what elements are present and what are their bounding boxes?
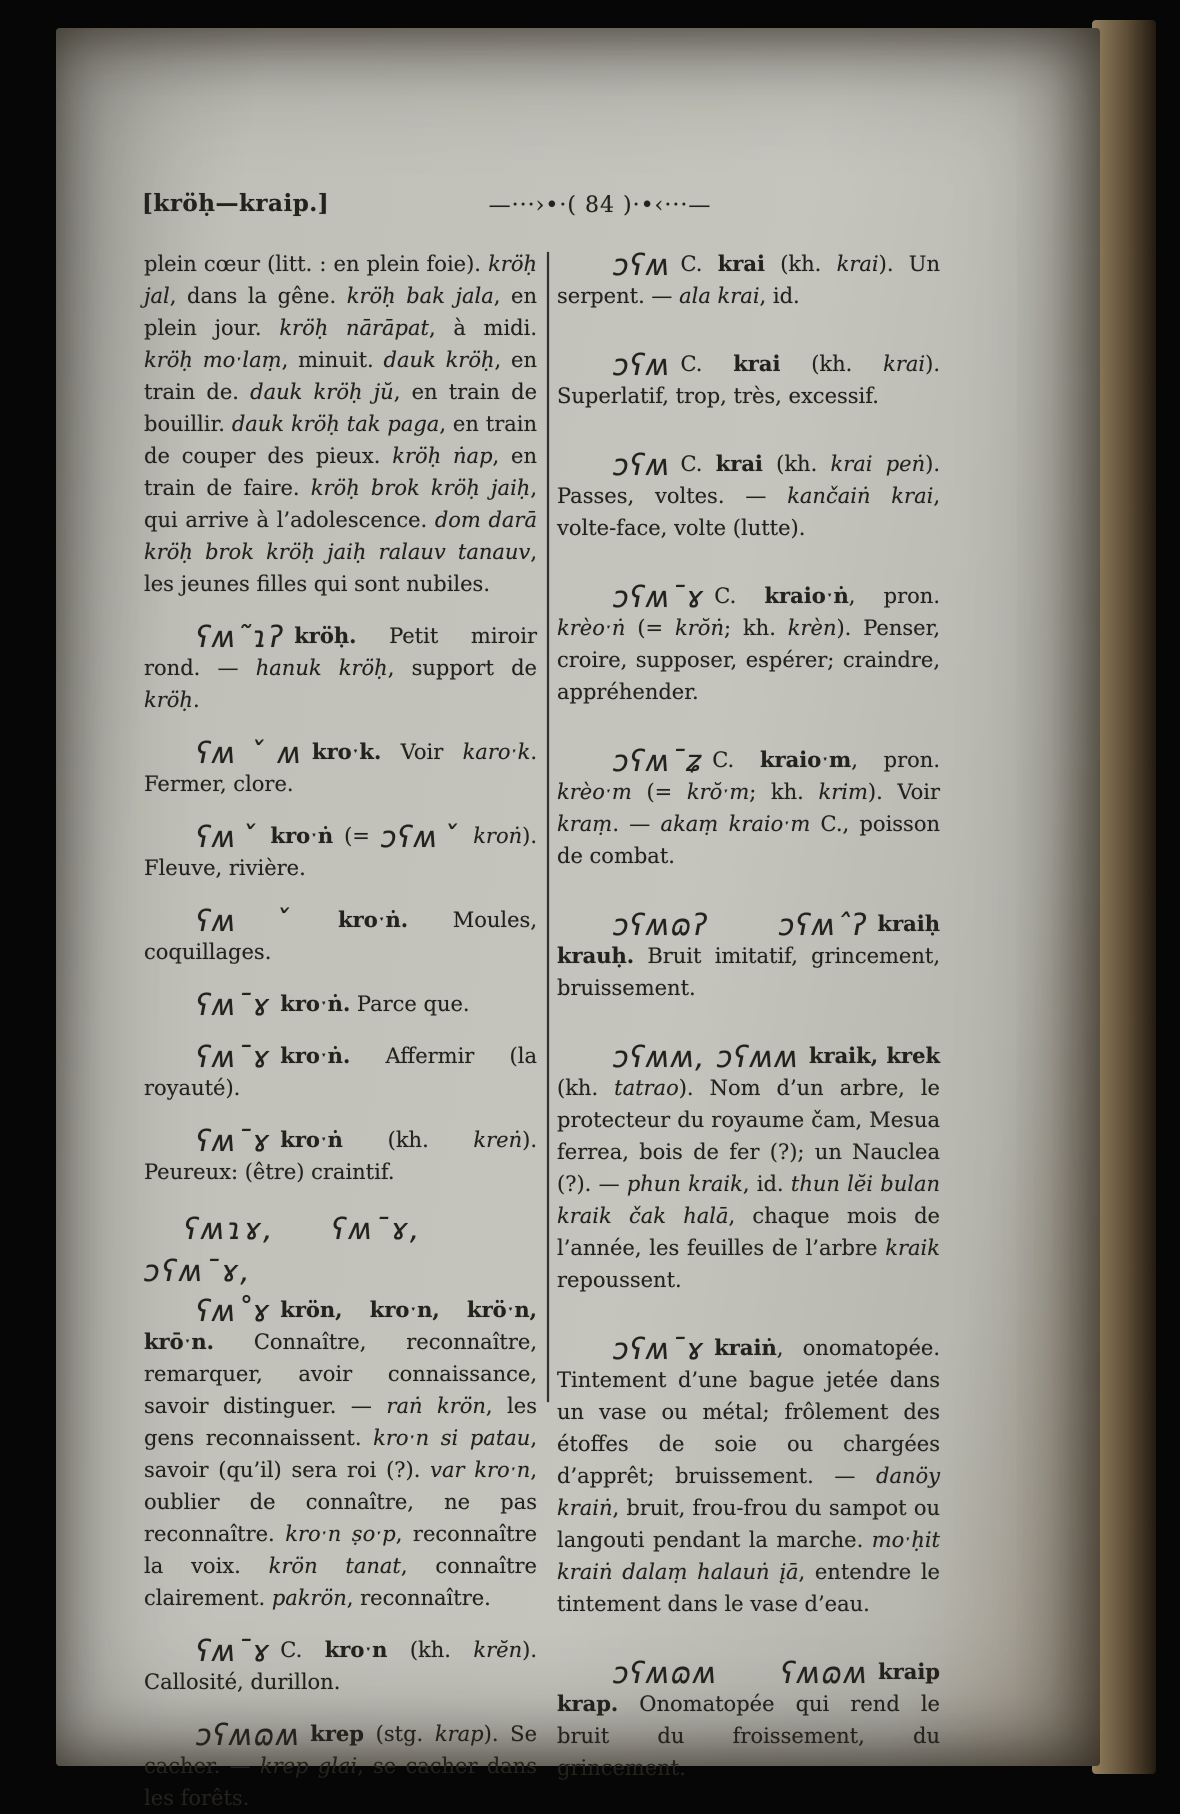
- entry-text: . —: [612, 812, 661, 836]
- entry-text: C., poisson de combat.: [557, 812, 941, 868]
- entry-text: , se cacher dans les forêts.: [144, 1754, 537, 1810]
- entry-text: , support de: [387, 656, 537, 680]
- dictionary-entry: [144, 820, 537, 884]
- entry-text: (kh.: [764, 252, 837, 276]
- entry-text: dauk kröḥ jŭ: [250, 380, 394, 404]
- entry-text: , les gens reconnaissent.: [144, 1394, 537, 1450]
- entry-text: kraṃ: [557, 812, 613, 836]
- entry-text: Bruit imitatif, grincement, bruissement.: [557, 944, 940, 1000]
- entry-text: , les jeunes filles qui sont nubiles.: [144, 540, 537, 596]
- cham-script: ɔʕʍɷʍ: [196, 1718, 301, 1752]
- entry-text: [462, 824, 473, 848]
- entry-text: , minuit.: [281, 348, 384, 372]
- entry-text: krai: [717, 251, 765, 276]
- entry-text: kröḥ.: [294, 623, 357, 648]
- entry-text: kröḥ moˑlaṃ: [144, 348, 282, 372]
- entry-text: kančaiṅ krai: [787, 484, 934, 508]
- cham-script: ʕʍˉɤ: [196, 1634, 271, 1668]
- cham-script: ɔʕʍˉʑ: [613, 744, 703, 778]
- entry-text: kröḥ brok kröḥ jaiḥ: [310, 476, 531, 500]
- entry-text: ala krai: [679, 284, 760, 308]
- entry-text: krĕn: [473, 1638, 523, 1662]
- entry-text: (=: [333, 824, 381, 848]
- cham-script: ɔʕʍˇ: [380, 820, 463, 854]
- page-header: [144, 158, 940, 248]
- entry-text: ; kh.: [749, 780, 819, 804]
- entry-text: , savoir (qu’il) sera roi (?).: [144, 1426, 537, 1482]
- entry-text: krön tanat: [268, 1554, 401, 1578]
- entry-text: dauk kröḥ: [383, 348, 495, 372]
- entry-text: var kroˑn: [430, 1458, 531, 1482]
- entry-text: kröḥ ṅap: [392, 444, 493, 468]
- entry-text: (stg.: [363, 1722, 435, 1746]
- dictionary-entry: [557, 1040, 940, 1296]
- entry-text: , pron.: [851, 748, 940, 772]
- entry-text: , qui arrive à l’adolescence.: [144, 476, 537, 532]
- entry-text: krai peṅ: [830, 452, 926, 476]
- cham-script: ʕʍˉɤ: [196, 988, 271, 1022]
- entry-text: kraiḥ krauḥ.: [557, 911, 940, 968]
- entry-text: ). Voir: [867, 780, 941, 804]
- entry-text: kroṅ: [473, 824, 523, 848]
- entry-text: , entendre le tintement dans le vase d’eau.: [557, 1560, 940, 1616]
- entry-text: , en plein jour.: [144, 284, 537, 340]
- cham-script: ʕʍˇ: [196, 820, 261, 854]
- dictionary-entry: [557, 580, 940, 708]
- entry-text: phun kraik: [626, 1172, 743, 1196]
- entry-text: krai: [733, 351, 781, 376]
- entry-text: C.: [712, 748, 760, 772]
- entry-text: , bruit, frou-frou du sampot ou langouti pendant la marche.: [557, 1496, 940, 1552]
- entry-text: danöy kraiṅ: [557, 1464, 940, 1520]
- dictionary-entry: [144, 1634, 537, 1698]
- entry-text: krim: [818, 780, 868, 804]
- page-number: 84: [585, 193, 615, 218]
- entry-text: kröḥ nārāpat: [279, 316, 429, 340]
- entry-text: akaṃ kraioˑm: [660, 812, 811, 836]
- cham-script: ɔʕʍ: [613, 248, 671, 282]
- entry-text: krèn: [787, 616, 837, 640]
- entry-text: (kh.: [557, 1076, 615, 1100]
- ornament-right-icon: )·•‹···—: [623, 193, 712, 218]
- entry-text: kröḥ bak jala: [346, 284, 494, 308]
- cham-script: ʕʍˇ: [196, 904, 329, 938]
- dictionary-entry: [144, 620, 537, 716]
- entry-text: raṅ krön: [386, 1394, 486, 1418]
- dictionary-entry: [144, 1124, 537, 1188]
- entry-text: C.: [680, 252, 718, 276]
- entry-text: kraik: [885, 1236, 940, 1260]
- entry-text: Parce que.: [350, 992, 470, 1016]
- cham-script: ɔʕʍˉɤ: [613, 580, 705, 614]
- page-number-ornament: [489, 190, 712, 222]
- entry-text: Connaître, reconnaître, remarquer, avoir connaissance, savoir distinguer. —: [144, 1330, 537, 1418]
- entry-text: (=: [625, 616, 676, 640]
- cham-script: ʕʍˇʍ: [196, 736, 303, 770]
- dictionary-entry: [144, 1294, 537, 1614]
- entry-text: kröḥ: [144, 688, 193, 712]
- entry-text: krèoˑṅ: [557, 616, 626, 640]
- entry-text: .: [192, 688, 200, 712]
- entry-text: ). Penser, croire, supposer, espérer; craindre, appréhender.: [557, 616, 941, 704]
- entry-text: moˑḥit kraiṅ dalaṃ halauṅ įā: [557, 1528, 940, 1584]
- entry-text: Onomatopée qui rend le bruit du froissement, du grincement.: [557, 1692, 940, 1780]
- cham-script: ʕʍ˜ɿʔ: [196, 620, 285, 654]
- entry-text: ). Passes, voltes. —: [557, 452, 941, 508]
- dictionary-entry: [557, 1656, 940, 1784]
- entry-text: C.: [714, 584, 765, 608]
- entry-text: , en train de couper des pieux.: [144, 412, 538, 468]
- entry-text: krèoˑm: [557, 780, 632, 804]
- entry-text: kroˑṅ: [280, 1127, 343, 1152]
- column-right: [557, 248, 940, 1784]
- dictionary-entry: [557, 1332, 940, 1620]
- entry-text: karoˑk: [462, 740, 531, 764]
- entry-text: ). Peureux: (être) craintif.: [144, 1128, 537, 1184]
- entry-text: kraioˑm: [760, 747, 852, 772]
- entry-text: krep glai: [259, 1754, 358, 1778]
- cham-script: ɔʕʍɷʍ ʕʍɷʍ: [613, 1656, 869, 1690]
- entry-text: tatrao: [614, 1076, 679, 1100]
- cham-script: ʕʍ˚ɤ: [196, 1294, 271, 1328]
- print-area: [144, 158, 940, 1814]
- entry-text: ). Nom d’un arbre, le protecteur du royaume čam, Mesua ferrea, bois de fer (?); un Nauclea (?). —: [557, 1076, 940, 1196]
- entry-text: , id.: [742, 1172, 791, 1196]
- entry-text: kreṅ: [473, 1128, 523, 1152]
- dictionary-entry: [557, 908, 940, 1004]
- column-divider: [547, 252, 549, 1402]
- entry-text: krap: [434, 1722, 484, 1746]
- entry-text: ). Callosité, durillon.: [144, 1638, 538, 1694]
- dictionary-entry: [144, 1040, 537, 1104]
- entry-text: , reconnaître.: [346, 1586, 491, 1610]
- cham-script: ɔʕʍɷʔ ɔʕʍˆʔ: [613, 908, 868, 942]
- entry-text: (=: [631, 780, 687, 804]
- entry-text: repoussent.: [557, 1268, 682, 1292]
- entry-text: , oublier de connaître, ne pas reconnaître.: [144, 1458, 537, 1546]
- entry-text: dauk kröḥ tak paga: [231, 412, 440, 436]
- entry-text: krai: [715, 451, 763, 476]
- entry-text: , en train de.: [144, 348, 537, 404]
- entry-text: ). Un serpent. —: [557, 252, 940, 308]
- entry-text: Petit miroir rond. —: [144, 624, 537, 680]
- entry-text: . Fermer, clore.: [144, 740, 537, 796]
- dictionary-entry: [557, 448, 940, 544]
- entry-text: kroˑṅ.: [280, 1043, 351, 1068]
- entry-text: thun lĕi bulan kraik čak halā: [557, 1172, 940, 1228]
- cham-script: ɔʕʍ: [613, 448, 671, 482]
- entry-text: kroˑṅ.: [338, 907, 409, 932]
- entry-text: kroˑk.: [312, 739, 382, 764]
- book-page: [56, 28, 1100, 1810]
- cham-script: ɔʕʍʍ, ɔʕʍʍ: [613, 1040, 799, 1074]
- entry-text: C.: [280, 1638, 325, 1662]
- entry-text: , en train de bouillir.: [144, 380, 538, 436]
- dictionary-entry: [144, 988, 537, 1020]
- entry-text: krŏṅ: [675, 616, 724, 640]
- entry-text: ). Superlatif, trop, très, excessif.: [557, 352, 941, 408]
- entry-text: pakrön: [271, 1586, 347, 1610]
- entry-text: kraiṅ: [714, 1335, 777, 1360]
- entry-text: kraioˑṅ: [764, 583, 849, 608]
- entry-text: krai: [836, 252, 879, 276]
- two-column-text: [144, 248, 940, 1814]
- entry-text: kroˑn ṣoˑp: [285, 1522, 396, 1546]
- entry-text: hanuk kröḥ: [255, 656, 388, 680]
- entry-text: Voir: [381, 740, 463, 764]
- page-edge-shadow: [1092, 20, 1156, 1774]
- entry-text: plein cœur (litt. : en plein foie).: [144, 252, 489, 276]
- entry-text: kraik, krek: [808, 1043, 940, 1068]
- entry-text: Moules, coquillages.: [144, 908, 537, 964]
- entry-text: Affermir (la royauté).: [144, 1044, 537, 1100]
- entry-text: , connaître clairement.: [144, 1554, 537, 1610]
- entry-text: C.: [680, 452, 716, 476]
- entry-text: , en train de faire.: [144, 444, 537, 500]
- entry-text: (kh.: [780, 352, 884, 376]
- entry-text: kroˑṅ: [270, 823, 334, 848]
- entry-text: ). Se cacher. —: [144, 1722, 537, 1778]
- cham-script: ɔʕʍˉɤ: [613, 1332, 705, 1366]
- entry-text: , chaque mois de l’année, les feuilles de l’arbre: [557, 1204, 940, 1260]
- entry-text: , reconnaître la voix.: [144, 1522, 537, 1578]
- entry-text: kroˑn: [324, 1637, 388, 1662]
- entry-text: krŏˑm: [686, 780, 750, 804]
- dictionary-entry: [144, 736, 537, 800]
- entry-text: krai: [883, 352, 926, 376]
- dictionary-entry: [144, 904, 537, 968]
- dictionary-entry: [557, 744, 940, 872]
- running-title: [kröḥ—kraip.]: [142, 190, 330, 217]
- entry-text: ; kh.: [723, 616, 788, 640]
- entry-text: , dans la gêne.: [169, 284, 347, 308]
- entry-text: , id.: [759, 284, 800, 308]
- entry-text: kröḥ jal: [144, 252, 537, 308]
- entry-text: kroˑṅ.: [280, 991, 351, 1016]
- entry-text: (kh.: [387, 1638, 474, 1662]
- entry-text: , pron.: [848, 584, 940, 608]
- dictionary-entry: [557, 248, 940, 312]
- dictionary-entry: [144, 248, 537, 600]
- entry-text: krep: [310, 1721, 364, 1746]
- entry-text: kraip krap.: [557, 1659, 940, 1716]
- entry-text: krön, kroˑn, kröˑn, krōˑn.: [144, 1297, 537, 1354]
- entry-text: , à midi.: [428, 316, 538, 340]
- entry-text: kroˑn si patau: [373, 1426, 531, 1450]
- entry-text: (kh.: [762, 452, 831, 476]
- cham-script: ʕʍˉɤ: [196, 1124, 271, 1158]
- dictionary-entry: [557, 348, 940, 412]
- entry-text: ). Fleuve, rivière.: [144, 824, 537, 880]
- entry-text: dom darā kröḥ brok kröḥ jaiḥ ralauv tanauv: [144, 508, 537, 564]
- entry-text: , onomatopée. Tintement d’une bague jetée dans un vase ou métal; frôlement des étoffes de soie ou chargées d’apprêt; bruissement. —: [557, 1336, 940, 1488]
- column-left: [144, 248, 537, 1814]
- cham-script-row: ʕʍɿɤ, ʕʍˉɤ, ɔʕʍˉɤ,: [144, 1212, 422, 1288]
- entry-text: C.: [680, 352, 734, 376]
- ornament-left-icon: —···›•·(: [488, 193, 577, 218]
- cham-script: ɔʕʍ: [613, 348, 671, 382]
- cham-script: ʕʍˉɤ: [196, 1040, 271, 1074]
- entry-text: (kh.: [342, 1128, 474, 1152]
- entry-text: , volte-face, volte (lutte).: [557, 484, 940, 540]
